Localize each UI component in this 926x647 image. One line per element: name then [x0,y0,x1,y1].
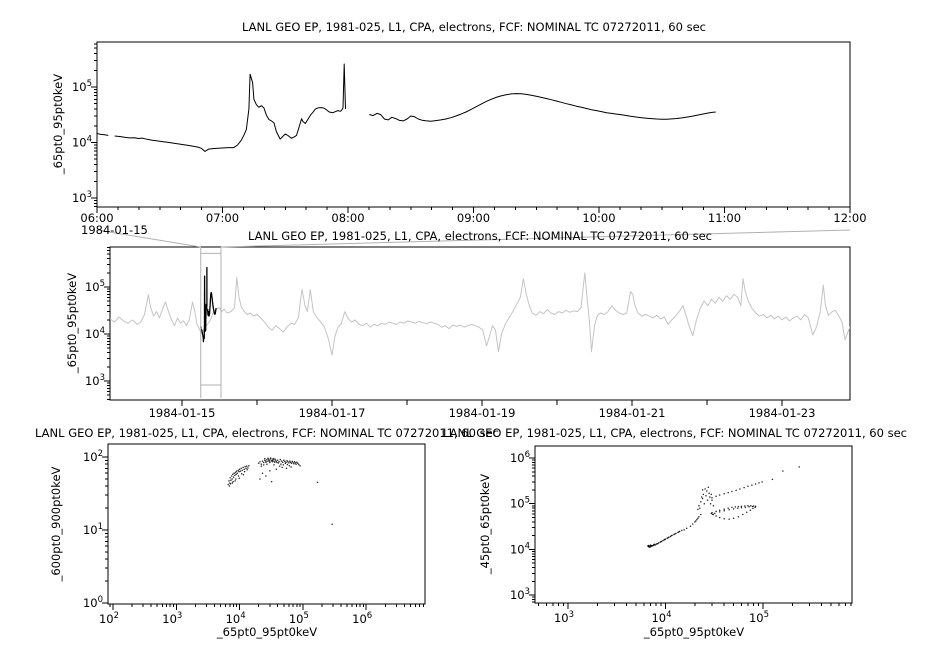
tick-label: $10^4$ [509,541,530,557]
bottom-left-y-axis-label: _600pt0_900pt0keV [49,466,63,582]
scatter-point [697,518,699,520]
scatter-point [261,463,263,465]
scatter-point [232,481,234,483]
scatter-point [291,463,293,465]
tick-label: $10^3$ [162,611,183,626]
scatter-point [295,463,297,465]
scatter-point [289,465,291,467]
scatter-point [287,464,289,466]
scatter-point [248,465,250,467]
top-series-line [369,94,715,122]
scatter-point [272,461,274,463]
scatter-point [264,458,266,460]
scatter-point [240,468,242,470]
scatter-point [650,544,652,546]
scatter-point [667,537,669,539]
scatter-point [697,509,699,511]
scatter-point [706,490,708,492]
middle-plot-title: LANL GEO EP, 1981-025, L1, CPA, electrons, FCF: NOMINAL TC 07272011, 60 sec [248,229,712,243]
scatter-point [232,474,234,476]
tick-label: $10^1$ [82,522,103,537]
scatter-point [719,494,721,496]
scatter-point [265,460,267,462]
scatter-point [299,465,301,467]
scatter-point [271,481,273,483]
scatter-point [288,462,290,464]
scatter-point [700,501,702,503]
scatter-point [741,507,743,509]
scatter-point [272,458,274,460]
scatter-point [761,481,763,483]
scatter-point [690,526,692,528]
generated-plot-layers [72,42,867,626]
scatter-point [711,494,713,496]
tick-label: $10^3$ [71,190,92,205]
scatter-point [701,496,703,498]
scatter-point [245,468,247,470]
scatter-point [731,507,733,509]
tick-label: $10^5$ [71,79,92,94]
selection-region[interactable] [201,247,221,398]
scatter-point [708,486,710,488]
scatter-point [704,488,706,490]
scatter-point [711,499,713,501]
tick-label: $10^3$ [509,587,530,603]
scatter-point [743,487,745,489]
scatter-point [281,460,283,462]
scatter-point [782,470,784,472]
scatter-point [660,541,662,543]
scatter-point [259,478,261,480]
scatter-point [711,513,713,515]
scatter-point [235,474,237,476]
top-plot-title: LANL GEO EP, 1981-025, L1, CPA, electrons, FCF: NOMINAL TC 07272011, 60 sec [242,20,706,34]
scatter-point [331,523,333,525]
scatter-point [283,460,285,462]
scatter-point [699,507,701,509]
scatter-point [263,464,265,466]
scatter-point [274,461,276,463]
scatter-point [276,468,278,470]
scatter-point [261,465,263,467]
scatter-point [747,505,749,507]
scatter-point [727,492,729,494]
bottom-right-scatter-plot [510,446,852,625]
bottom-left-scatter-plot [83,444,425,626]
scatter-point [705,495,707,497]
scatter-point [230,483,232,485]
date-tick-label: 1984-01-17 [298,406,366,420]
scatter-point [267,458,269,460]
top-y-axis-label: _65pt0_95pt0keV [51,73,65,175]
scatter-point [234,475,236,477]
scatter-point [236,470,238,472]
scatter-point [247,467,249,469]
tick-label: $10^4$ [84,326,105,341]
scatter-point [284,461,286,463]
scatter-point [702,489,704,491]
tick-label: $10^3$ [553,610,575,625]
scatter-point [742,514,744,516]
scatter-point [237,472,239,474]
scatter-point [696,519,698,521]
scatter-point [240,470,242,472]
scatter-point [752,506,754,508]
scatter-point [700,514,702,516]
scatter-point [735,506,737,508]
scatter-point [266,463,268,465]
scatter-point [715,496,717,498]
scatter-point [731,491,733,493]
scatter-point [678,531,680,533]
scatter-point [703,494,705,496]
scatter-point [237,469,239,471]
scatter-point [772,479,774,481]
time-tick-label: 11:00 [707,211,742,225]
tick-label: $10^2$ [82,449,103,464]
scatter-point [238,475,240,477]
scatter-point [276,462,278,464]
tick-label: $10^3$ [84,373,105,388]
date-tick-label: 1984-01-19 [448,406,516,420]
scatter-point [231,478,233,480]
scatter-point [290,466,292,468]
scatter-point [233,476,235,478]
scatter-point [270,457,272,459]
time-tick-label: 08:00 [331,211,365,225]
scatter-point [285,463,287,465]
scatter-point [317,482,319,484]
scatter-point [281,467,283,469]
scatter-point [750,505,752,507]
scatter-point [280,459,282,461]
scatter-point [244,466,246,468]
scatter-point [723,508,725,510]
scatter-point [745,506,747,508]
scatter-point [233,472,235,474]
scatter-point [798,466,800,468]
scatter-point [232,482,234,484]
scatter-point [273,464,275,466]
scatter-point [754,506,756,508]
scatter-point [738,506,740,508]
scatter-point [723,493,725,495]
scatter-point [728,518,730,520]
scatter-point [279,465,281,467]
date-tick-label: 1984-01-15 [148,406,216,420]
scatter-point [239,478,241,480]
scatter-point [709,496,711,498]
scatter-point [229,485,231,487]
scatter-point [293,463,295,465]
bottom-right-plot-frame [535,446,852,603]
scatter-point [683,529,685,531]
scatter-point [714,512,716,514]
scatter-point [246,465,248,467]
middle-highlight-series-line [201,268,207,342]
tick-label: $10^0$ [82,595,103,610]
middle-overview-plot [85,247,850,420]
scatter-point [243,474,245,476]
scatter-point [662,540,664,542]
scatter-point [747,486,749,488]
time-tick-label: 09:00 [456,211,491,225]
scatter-point [727,507,729,509]
top-series-line [97,134,108,136]
scatter-point [269,462,271,464]
scatter-point [719,511,721,513]
scatter-point [735,490,737,492]
bottom-left-x-axis-label: _65pt0_95pt0keV [216,625,318,639]
middle-y-axis-label: _65pt0_95pt0keV [65,272,79,374]
scatter-point [686,528,688,530]
scatter-point [723,518,725,520]
scatter-point [243,468,245,470]
scatter-point [269,470,271,472]
scatter-point [286,468,288,470]
scatter-point [241,469,243,471]
scatter-point [282,461,284,463]
scatter-point [733,508,735,510]
scatter-point [715,515,717,517]
tick-label: $10^4$ [651,610,672,625]
bottom-left-plot-title: LANL GEO EP, 1981-025, L1, CPA, electrons, FCF: NOMINAL TC 07272011, 60 sec [35,426,499,440]
scatter-point [244,471,246,473]
scatter-point [227,484,229,486]
tick-label: $10^4$ [225,611,246,626]
scatter-point [262,472,264,474]
scatter-point [268,460,270,462]
scatter-point [297,463,299,465]
scatter-point [657,543,659,545]
tick-label: $10^6$ [352,611,373,626]
scatter-point [733,518,735,520]
scatter-point [752,508,754,510]
scatter-point [235,471,237,473]
scatter-point [758,482,760,484]
date-tick-label: 1984-01-21 [598,406,666,420]
scatter-point [704,503,706,505]
scatter-point [681,530,683,532]
scatter-point [751,484,753,486]
scatter-point [242,467,244,469]
date-tick-label: 1984-01-23 [748,406,816,420]
scatter-point [711,497,713,499]
time-tick-label: 07:00 [205,211,240,225]
scatter-point [231,475,233,477]
scatter-point [723,510,725,512]
scatter-point [239,468,241,470]
scatter-point [266,459,268,461]
scatter-point [259,461,261,463]
scatter-point [280,463,282,465]
scatter-point [719,509,721,511]
scatter-point [234,480,236,482]
scatter-point [653,545,655,547]
scatter-point [755,483,757,485]
scatter-point [238,471,240,473]
scatter-point [715,511,717,513]
tick-label: $10^2$ [98,611,120,626]
scatter-point [258,463,260,465]
scatter-point [748,506,750,508]
time-tick-label: 10:00 [582,211,616,225]
scatter-point [235,478,237,480]
scatter-point [649,546,651,548]
scatter-point [263,462,265,464]
scatter-point [739,488,741,490]
scatter-point [674,533,676,535]
scatter-point [277,460,279,462]
scatter-point [750,509,752,511]
scatter-point [246,469,248,471]
scatter-point [698,516,700,518]
scatter-point [298,464,300,466]
bottom-left-plot-frame [108,444,425,604]
scatter-point [737,507,739,509]
time-tick-label: 12:00 [833,211,867,225]
scatter-point [283,464,285,466]
scatter-point [710,503,712,505]
bottom-right-x-axis-label: _65pt0_95pt0keV [643,625,745,639]
scatter-point [274,458,276,460]
scatter-point [648,546,650,548]
scatter-point [262,460,264,462]
scatter-point [228,480,230,482]
top-date-label: 1984-01-15 [81,223,148,237]
scatter-point [241,473,243,475]
scatter-point [671,535,673,537]
scatter-point [278,462,280,464]
middle-highlight-series-line [208,293,217,316]
tick-label: $10^5$ [84,279,105,294]
scatter-point [707,499,709,501]
scatter-point [230,480,232,482]
scatter-point [728,509,730,511]
scatter-point [664,539,666,541]
tick-label: $10^4$ [71,134,92,150]
scatter-point [692,523,694,525]
top-plot-frame [97,42,850,207]
tick-label: $10^6$ [509,450,530,465]
top-series-line [115,64,346,151]
bottom-right-y-axis-label: _45pt0_65pt0keV [478,473,492,575]
tick-label: $10^5$ [509,495,530,511]
bottom-right-plot-title: LANL GEO EP, 1981-025, L1, CPA, electrons, FCF: NOMINAL TC 07272011, 60 sec [443,426,907,440]
scatter-point [719,517,721,519]
scatter-point [741,505,743,507]
scatter-point [712,513,714,515]
scatter-point [272,460,274,462]
scatter-point [698,505,700,507]
scatter-point [713,505,715,507]
tick-label: $10^5$ [748,610,770,625]
scatter-point [746,511,748,513]
top-zoomed-plot [72,42,867,225]
time-tick-label: 06:00 [80,211,114,225]
scatter-point [738,516,740,518]
scatter-point [229,477,231,479]
tick-label: $10^5$ [288,611,309,626]
scatter-point [695,520,697,522]
scatter-point [702,498,704,500]
scatter-point [265,475,267,477]
scatter-point [708,492,710,494]
